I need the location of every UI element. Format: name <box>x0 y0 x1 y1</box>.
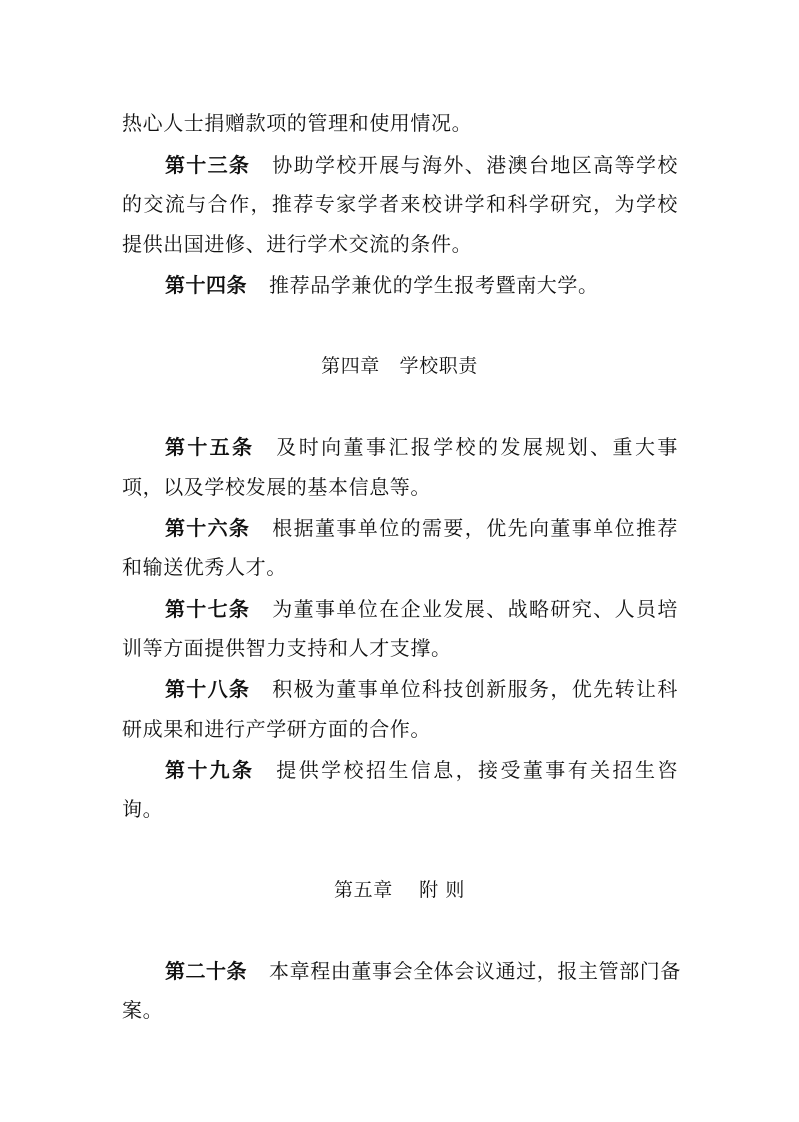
article-20-text-1: 本章程由董事会全体会议通过，报主管部门备 <box>269 959 681 983</box>
article-13-text-2: 的交流与合作，推荐专家学者来校讲学和科学研究，为学校 <box>122 192 678 216</box>
article-13-number: 第十三条 <box>165 153 251 177</box>
article-13-line-1 <box>165 153 678 177</box>
article-17-number: 第十七条 <box>165 597 251 621</box>
article-15-line-2 <box>122 475 678 499</box>
article-14-number: 第十四条 <box>165 273 247 297</box>
article-15-text-2: 项，以及学校发展的基本信息等。 <box>122 475 431 499</box>
article-17-text-2: 训等方面提供智力支持和人才支撑。 <box>122 636 452 660</box>
article-15-number: 第十五条 <box>165 435 255 459</box>
article-16-number: 第十六条 <box>165 516 251 540</box>
article-18-line-2 <box>122 717 678 741</box>
article-19-line-1 <box>165 758 678 782</box>
article-19-text-1: 提供学校招生信息，接受董事有关招生咨 <box>276 758 678 782</box>
article-17-text-1: 为董事单位在企业发展、战略研究、人员培 <box>272 597 678 621</box>
article-16-text-1: 根据董事单位的需要，优先向董事单位推荐 <box>272 516 678 540</box>
article-18-text-2: 研成果和进行产学研方面的合作。 <box>122 717 431 741</box>
article-20-line-1 <box>165 959 681 983</box>
article-15-text-1: 及时向董事汇报学校的发展规划、重大事 <box>276 435 678 459</box>
article-20-line-2 <box>122 998 678 1022</box>
article-13-text-3: 提供出国进修、进行学术交流的条件。 <box>122 232 473 256</box>
article-14-line-1 <box>165 273 678 297</box>
article-19-line-2 <box>122 797 678 821</box>
article-16-text-2: 和输送优秀人才。 <box>122 555 287 579</box>
article-19-number: 第十九条 <box>165 758 255 782</box>
article-15-line-1 <box>165 435 678 459</box>
article-17-line-2 <box>122 636 678 660</box>
article-12-tail-line-1 <box>122 111 678 135</box>
chapter-5-heading: 第五章 附 则 <box>334 879 465 901</box>
article-13-line-2 <box>122 192 678 216</box>
article-18-text-1: 积极为董事单位科技创新服务，优先转让科 <box>272 677 678 701</box>
article-18-line-1 <box>165 677 678 701</box>
article-12-tail-text: 热心人士捐赠款项的管理和使用情况。 <box>122 111 473 135</box>
article-16-line-1 <box>165 516 678 540</box>
article-18-number: 第十八条 <box>165 677 251 701</box>
article-20-text-2: 案。 <box>122 998 164 1022</box>
article-16-line-2 <box>122 555 678 579</box>
article-19-text-2: 询。 <box>122 797 164 821</box>
article-14-text-1: 推荐品学兼优的学生报考暨南大学。 <box>269 273 599 297</box>
article-20-number: 第二十条 <box>165 959 247 983</box>
chapter-4-heading: 第四章 学校职责 <box>321 355 478 377</box>
article-17-line-1 <box>165 597 678 621</box>
article-13-line-3 <box>122 232 678 256</box>
article-13-text-1: 协助学校开展与海外、港澳台地区高等学校 <box>272 153 678 177</box>
